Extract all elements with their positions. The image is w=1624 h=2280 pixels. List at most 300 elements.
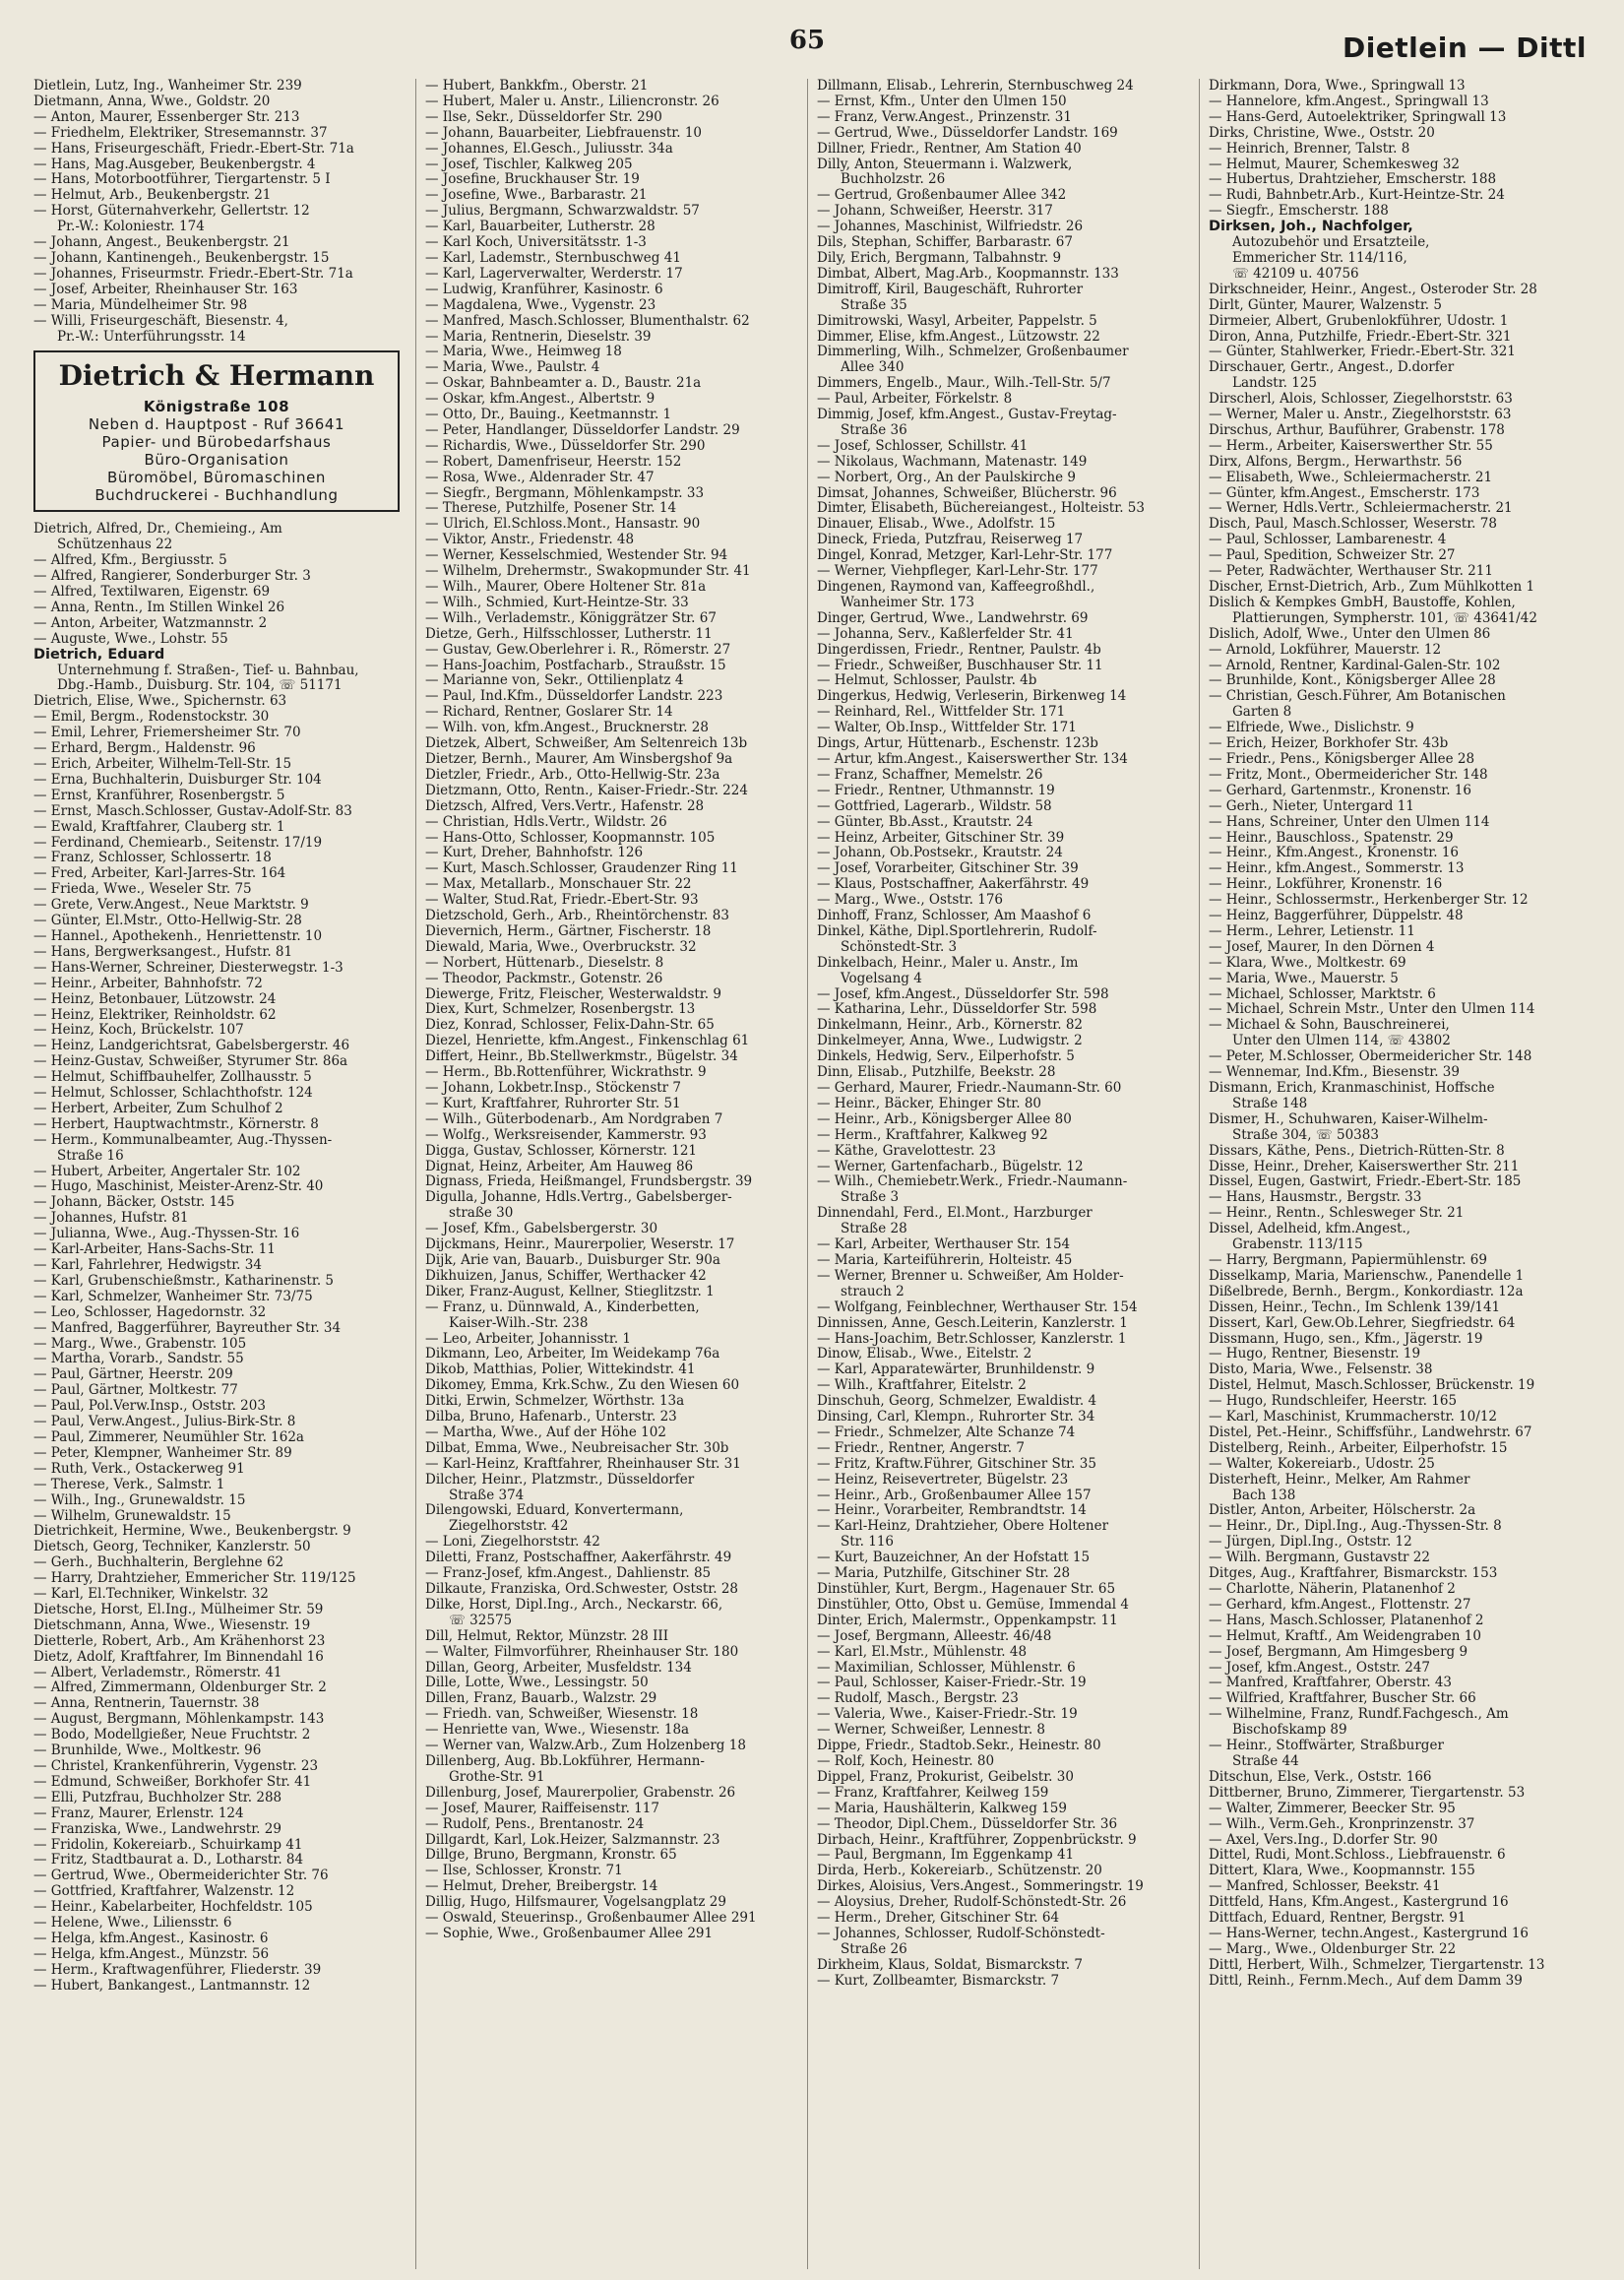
directory-entry: — Siegfr., Emscherstr. 188 [1209, 204, 1389, 220]
directory-entry: — Johannes, Friseurmstr. Friedr.-Ebert-Str. 71a [33, 266, 353, 282]
directory-entry: Dittel, Rudi, Mont.Schloss., Liebfrauenstr. 6 [1209, 1848, 1506, 1864]
directory-entry: — Josef, Bergmann, Am Himgesberg 9 [1209, 1644, 1468, 1660]
directory-entry: — Hugo, Rundschleifer, Heerstr. 165 [1209, 1394, 1458, 1410]
directory-entry: — Hans-Werner, techn.Angest., Kastergrund 16 [1209, 1926, 1529, 1941]
directory-entry: Dingerdissen, Friedr., Rentner, Paulstr. 4b [817, 642, 1101, 658]
directory-entry: — Therese, Putzhilfe, Posener Str. 14 [425, 501, 677, 517]
directory-entry: — Gerh., Nieter, Untergard 11 [1209, 798, 1414, 814]
directory-entry: — Heinr., Arbeiter, Bahnhofstr. 72 [33, 976, 263, 991]
directory-entry: — Hans, Masch.Schlosser, Platanenhof 2 [1209, 1613, 1484, 1628]
directory-entry: — Helmut, Schiffbauhelfer, Zollhausstr. 5 [33, 1070, 312, 1086]
directory-entry: — Wilh., Kraftfahrer, Eitelstr. 2 [817, 1378, 1027, 1394]
directory-entry: Dinstühler, Otto, Obst u. Gemüse, Immendal 4 [817, 1597, 1129, 1613]
directory-entry: — Karl-Heinz, Kraftfahrer, Rheinhauser Str. 31 [425, 1456, 741, 1472]
directory-entry: — Erich, Arbeiter, Wilhelm-Tell-Str. 15 [33, 757, 292, 772]
directory-entry: Dißelbrede, Bernh., Bergm., Konkordiastr. 12a [1209, 1284, 1524, 1299]
directory-entry: — Wilhelm, Grunewaldstr. 15 [33, 1508, 231, 1524]
directory-entry: Dirbach, Heinr., Kraftführer, Zoppenbrückstr. 9 [817, 1832, 1137, 1848]
directory-entry: Dirmeier, Albert, Grubenlokführer, Udostr. 1 [1209, 313, 1509, 329]
directory-entry: Dikob, Matthias, Polier, Wittekindstr. 41 [425, 1362, 696, 1378]
directory-entry: Bischofskamp 89 [1232, 1723, 1347, 1739]
directory-entry: Dirkschneider, Heinr., Angest., Osteroder Str. 28 [1209, 282, 1537, 297]
directory-entry: Dirks, Christine, Wwe., Oststr. 20 [1209, 125, 1435, 141]
directory-entry: Pr.-W.: Unterführungsstr. 14 [57, 329, 246, 345]
directory-entry: Dismann, Erich, Kranmaschinist, Hoffsche [1209, 1081, 1495, 1096]
directory-entry: — Rolf, Koch, Heinestr. 80 [817, 1753, 995, 1769]
directory-entry: — Marg., Wwe., Oldenburger Str. 22 [1209, 1941, 1457, 1957]
directory-entry: — Kurt, Zollbeamter, Bismarckstr. 7 [817, 1973, 1060, 1989]
directory-entry: — Paul, Pol.Verw.Insp., Oststr. 203 [33, 1399, 266, 1415]
directory-entry: — Herbert, Arbeiter, Zum Schulhof 2 [33, 1101, 283, 1116]
directory-columns [33, 79, 1591, 2269]
directory-entry: Emmericher Str. 114/116, [1232, 250, 1407, 266]
directory-entry: — Josef, Schlosser, Schillstr. 41 [817, 438, 1029, 454]
directory-entry: Schönstedt-Str. 3 [841, 939, 958, 955]
advertisement-dietrich-hermann [33, 350, 400, 512]
directory-entry: — Helmut, Kraftf., Am Weidengraben 10 [1209, 1628, 1481, 1644]
directory-entry: Dinkelmann, Heinr., Arb., Körnerstr. 82 [817, 1018, 1084, 1034]
directory-entry: Str. 116 [841, 1535, 894, 1551]
directory-entry: Diewald, Maria, Wwe., Overbruckstr. 32 [425, 939, 697, 955]
directory-entry: — Theodor, Dipl.Chem., Düsseldorfer Str. 36 [817, 1816, 1118, 1832]
ad-phone: Neben d. Hauptpost - Ruf 36641 [88, 415, 345, 434]
directory-entry: Grabenstr. 113/115 [1232, 1237, 1363, 1253]
directory-entry: — Jürgen, Dipl.Ing., Oststr. 12 [1209, 1535, 1412, 1551]
directory-entry: — Karl, Fahrlehrer, Hedwigstr. 34 [33, 1258, 262, 1273]
directory-entry: — Anton, Arbeiter, Watzmannstr. 2 [33, 615, 268, 631]
directory-entry: Dignat, Heinz, Arbeiter, Am Hauweg 86 [425, 1159, 694, 1174]
directory-entry: — Gertrud, Wwe., Düsseldorfer Landstr. 169 [817, 125, 1118, 141]
directory-entry: — Peter, Klempner, Wanheimer Str. 89 [33, 1445, 292, 1461]
directory-entry: — Loni, Ziegelhorststr. 42 [425, 1535, 600, 1551]
directory-entry: — Franz, Verw.Angest., Prinzenstr. 31 [817, 109, 1072, 125]
directory-entry: — Wennemar, Ind.Kfm., Biesenstr. 39 [1209, 1065, 1460, 1081]
directory-entry: Dilcher, Heinr., Platzmstr., Düsseldorfer [425, 1472, 695, 1488]
directory-entry: Dinnendahl, Ferd., El.Mont., Harzburger [817, 1206, 1093, 1222]
directory-entry: — Ilse, Schlosser, Kronstr. 71 [425, 1864, 623, 1879]
directory-entry: Dimmig, Josef, kfm.Angest., Gustav-Freytag- [817, 408, 1117, 423]
directory-entry: — Hans-Joachim, Postfacharb., Straußstr. 15 [425, 658, 726, 673]
directory-entry: Dinschuh, Georg, Schmelzer, Ewaldistr. 4 [817, 1394, 1097, 1410]
directory-entry: — Helmut, Schlosser, Schlachthofstr. 124 [33, 1086, 313, 1102]
directory-entry: Dirkes, Aloisius, Vers.Angest., Sommeringstr. 19 [817, 1879, 1144, 1895]
directory-entry: Dittberner, Bruno, Zimmerer, Tiergartenstr. 53 [1209, 1785, 1526, 1801]
directory-entry: Dievernich, Herm., Gärtner, Fischerstr. 18 [425, 923, 712, 939]
directory-entry: — Heinz, Landgerichtsrat, Gabelsbergerstr. 46 [33, 1039, 350, 1054]
directory-entry: — Johann, Schweißer, Heerstr. 317 [817, 204, 1053, 220]
directory-entry: — Hans-Gerd, Autoelektriker, Springwall 13 [1209, 109, 1507, 125]
directory-entry: Dimmers, Engelb., Maur., Wilh.-Tell-Str. 5/7 [817, 376, 1111, 392]
directory-entry: — Oskar, kfm.Angest., Albertstr. 9 [425, 392, 656, 408]
directory-entry: — Friedhelm, Elektriker, Stresemannstr. 37 [33, 125, 328, 141]
directory-entry: — Paul, Spedition, Schweizer Str. 27 [1209, 548, 1456, 564]
running-head: Dietlein — Dittl [1342, 32, 1587, 64]
directory-entry: Diez, Konrad, Schlosser, Felix-Dahn-Str. 65 [425, 1018, 715, 1034]
directory-entry: — Oswald, Steuerinsp., Großenbaumer Allee 291 [425, 1911, 757, 1927]
directory-entry: Dinkel, Käthe, Dipl.Sportlehrerin, Rudolf- [817, 923, 1097, 939]
directory-entry: — Wilhelmine, Franz, Rundf.Fachgesch., Am [1209, 1707, 1509, 1723]
directory-entry: Pr.-W.: Koloniestr. 174 [57, 220, 205, 235]
directory-entry: — Maria, Karteiführerin, Holteistr. 45 [817, 1252, 1073, 1268]
directory-entry: — Herm., Kraftwagenführer, Fliederstr. 39 [33, 1962, 322, 1978]
directory-entry: — Hans, Bergwerksangest., Hufstr. 81 [33, 944, 293, 960]
directory-entry: — Heinz-Gustav, Schweißer, Styrumer Str. 86a [33, 1054, 348, 1070]
directory-entry: — Marg., Wwe., Oststr. 176 [817, 893, 1004, 909]
directory-entry: — Marianne von, Sekr., Ottilienplatz 4 [425, 673, 684, 689]
directory-entry: Dillen, Franz, Bauarb., Walzstr. 29 [425, 1691, 657, 1707]
directory-entry: Dikhuizen, Janus, Schiffer, Werthacker 42 [425, 1268, 707, 1284]
directory-entry: — Kurt, Bauzeichner, An der Hofstatt 15 [817, 1551, 1091, 1566]
directory-entry: Dinkelmeyer, Anna, Wwe., Ludwigstr. 2 [817, 1034, 1083, 1049]
directory-entry: Dimitrowski, Wasyl, Arbeiter, Pappelstr. 5 [817, 313, 1097, 329]
directory-entry: — Gottfried, Kraftfahrer, Walzenstr. 12 [33, 1884, 295, 1900]
directory-entry: Garten 8 [1232, 705, 1292, 721]
directory-entry: Bach 138 [1232, 1488, 1296, 1503]
directory-entry: Allee 340 [841, 360, 905, 376]
directory-entry: — Helmut, Schlosser, Paulstr. 4b [817, 673, 1037, 689]
directory-entry: — Manfred, Kraftfahrer, Oberstr. 43 [1209, 1676, 1453, 1691]
directory-entry: Distelberg, Reinh., Arbeiter, Eilperhofstr. 15 [1209, 1440, 1508, 1456]
directory-entry: — Grete, Verw.Angest., Neue Marktstr. 9 [33, 898, 309, 914]
directory-entry: — Leo, Arbeiter, Johannisstr. 1 [425, 1331, 631, 1347]
directory-entry: Diezel, Henriette, kfm.Angest., Finkenschlag 61 [425, 1034, 750, 1049]
directory-entry: — Hugo, Maschinist, Meister-Arenz-Str. 40 [33, 1179, 324, 1195]
directory-entry: — Brunhilde, Wwe., Moltkestr. 96 [33, 1743, 262, 1759]
directory-entry: — Hannelore, kfm.Angest., Springwall 13 [1209, 94, 1489, 109]
directory-entry: Autozubehör und Ersatzteile, [1232, 235, 1430, 251]
column-1-entries-bottom [33, 522, 406, 1994]
directory-entry: Dinauer, Elisab., Wwe., Adolfstr. 15 [817, 517, 1056, 533]
directory-entry: — Maria, Wwe., Paulstr. 4 [425, 360, 600, 376]
directory-entry: — Hans, Schreiner, Unter den Ulmen 114 [1209, 814, 1490, 830]
directory-entry: Unternehmung f. Straßen-, Tief- u. Bahnbau, [57, 663, 359, 678]
directory-entry: Dils, Stephan, Schiffer, Barbarastr. 67 [817, 235, 1073, 251]
ad-line: Büro-Organisation [144, 451, 289, 470]
directory-entry: — Gerh., Buchhalterin, Berglehne 62 [33, 1555, 284, 1571]
directory-entry: — Heinr., Kabelarbeiter, Hochfeldstr. 105 [33, 1900, 313, 1916]
directory-entry: — Josef, Vorarbeiter, Gitschiner Str. 39 [817, 861, 1079, 877]
directory-entry: Straße 374 [449, 1488, 525, 1503]
directory-entry: strauch 2 [841, 1284, 905, 1299]
directory-entry: Dimitroff, Kiril, Baugeschäft, Ruhrorter [817, 282, 1084, 297]
directory-entry: — Peter, M.Schlosser, Obermeidericher Str. 148 [1209, 1049, 1532, 1065]
directory-entry: — Manfred, Baggerführer, Bayreuther Str. 34 [33, 1320, 342, 1336]
directory-entry: — Julius, Bergmann, Schwarzwaldstr. 57 [425, 204, 700, 220]
directory-entry: Dietsch, Georg, Techniker, Kanzlerstr. 50 [33, 1540, 311, 1555]
directory-entry: — Johann, Kantinengeh., Beukenbergstr. 15 [33, 250, 330, 266]
directory-entry: — Ilse, Sekr., Düsseldorfer Str. 290 [425, 109, 662, 125]
directory-entry: Dinkelbach, Heinr., Maler u. Anstr., Im [817, 955, 1079, 971]
directory-entry: — Leo, Schlosser, Hagedornstr. 32 [33, 1304, 267, 1320]
directory-entry: Dittl, Herbert, Wilh., Schmelzer, Tiergartenstr. 13 [1209, 1957, 1545, 1973]
directory-entry: — Josefine, Bruckhauser Str. 19 [425, 172, 640, 188]
directory-entry: Dimbat, Albert, Mag.Arb., Koopmannstr. 133 [817, 266, 1119, 282]
directory-entry: — Paul, Zimmerer, Neumühler Str. 162a [33, 1429, 304, 1445]
directory-entry: — Hans, Hausmstr., Bergstr. 33 [1209, 1190, 1422, 1206]
directory-entry: — Helga, kfm.Angest., Kasinostr. 6 [33, 1931, 269, 1946]
directory-entry: Dillenberg, Aug. Bb.Lokführer, Hermann- [425, 1753, 705, 1769]
directory-entry: Dittfach, Eduard, Rentner, Bergstr. 91 [1209, 1911, 1467, 1927]
directory-entry: — Maria, Rentnerin, Dieselstr. 39 [425, 329, 652, 345]
directory-entry: — Fritz, Mont., Obermeidericher Str. 148 [1209, 767, 1488, 783]
directory-entry: Plattierungen, Sympherstr. 101, ☏ 43641/42 [1232, 610, 1537, 626]
directory-entry: — Karl, Maschinist, Krummacherstr. 10/12 [1209, 1410, 1497, 1425]
directory-entry: — Günter, Bb.Asst., Krautstr. 24 [817, 814, 1033, 830]
directory-entry: — Fritz, Stadtbaurat a. D., Lotharstr. 84 [33, 1853, 304, 1868]
directory-entry: — Gerhard, Gartenmstr., Kronenstr. 16 [1209, 783, 1471, 798]
directory-entry: Dikomey, Emma, Krk.Schw., Zu den Wiesen 60 [425, 1378, 740, 1394]
directory-entry: Dietrich, Elise, Wwe., Spichernstr. 63 [33, 694, 287, 710]
directory-entry: — Günter, Stahlwerker, Friedr.-Ebert-Str. 321 [1209, 345, 1516, 360]
directory-entry: Digga, Gustav, Schlosser, Körnerstr. 121 [425, 1143, 698, 1159]
directory-entry: — Karl, El.Mstr., Mühlenstr. 48 [817, 1644, 1028, 1660]
directory-entry: — Johannes, Schlosser, Rudolf-Schönstedt- [817, 1926, 1105, 1941]
directory-entry: — Werner, Hdls.Vertr., Schleiermacherstr. 21 [1209, 501, 1513, 517]
directory-entry: — Käthe, Gravelottestr. 23 [817, 1143, 996, 1159]
directory-entry: — Rudolf, Pens., Brentanostr. 24 [425, 1816, 645, 1832]
directory-entry: Dinow, Elisab., Wwe., Eitelstr. 2 [817, 1347, 1032, 1362]
directory-entry: — Elfriede, Wwe., Dislichstr. 9 [1209, 721, 1414, 736]
directory-entry: — Fritz, Kraftw.Führer, Gitschiner Str. 35 [817, 1456, 1096, 1472]
directory-entry: Dietz, Adolf, Kraftfahrer, Im Binnendahl 16 [33, 1649, 324, 1665]
directory-entry: Grothe-Str. 91 [449, 1769, 545, 1785]
directory-entry: — Henriette van, Wwe., Wiesenstr. 18a [425, 1723, 690, 1739]
directory-entry: — Karl, Arbeiter, Werthauser Str. 154 [817, 1237, 1071, 1253]
directory-entry: — Paul, Bergmann, Im Eggenkamp 41 [817, 1848, 1075, 1864]
directory-entry: — Johanna, Serv., Kaßlerfelder Str. 41 [817, 626, 1074, 642]
directory-entry: — Robert, Damenfriseur, Heerstr. 152 [425, 454, 682, 470]
directory-entry: — Michael & Sohn, Bauschreinerei, [1209, 1018, 1450, 1034]
directory-entry: — Albert, Verlademstr., Römerstr. 41 [33, 1665, 282, 1680]
directory-entry: — Werner, Kesselschmied, Westender Str. 94 [425, 548, 728, 564]
directory-entry: Dietzmann, Otto, Rentn., Kaiser-Friedr.-Str. 224 [425, 783, 748, 798]
directory-entry: — Josef, kfm.Angest., Oststr. 247 [1209, 1660, 1431, 1676]
directory-entry: Dissars, Käthe, Pens., Dietrich-Rütten-Str. 8 [1209, 1143, 1505, 1159]
directory-entry: — Gottfried, Lagerarb., Wildstr. 58 [817, 798, 1052, 814]
directory-entry: — Werner, Viehpfleger, Karl-Lehr-Str. 177 [817, 564, 1098, 580]
directory-entry: Dineck, Frieda, Putzfrau, Reiserweg 17 [817, 533, 1084, 548]
directory-entry: — Frieda, Wwe., Weseler Str. 75 [33, 882, 252, 898]
directory-entry: — Otto, Dr., Bauing., Keetmannstr. 1 [425, 408, 672, 423]
directory-entry: — Charlotte, Näherin, Platanenhof 2 [1209, 1582, 1456, 1597]
directory-entry: — Helga, kfm.Angest., Münzstr. 56 [33, 1946, 270, 1962]
directory-entry: — Kurt, Kraftfahrer, Ruhrorter Str. 51 [425, 1096, 681, 1111]
directory-entry: Dill, Helmut, Rektor, Münzstr. 28 III [425, 1628, 669, 1644]
directory-entry: — Josefine, Wwe., Barbarastr. 21 [425, 188, 648, 204]
directory-entry: — Hans, Motorbootführer, Tiergartenstr. 5 I [33, 172, 331, 188]
directory-entry: — August, Bergmann, Möhlenkampstr. 143 [33, 1712, 325, 1728]
directory-entry: — Nikolaus, Wachmann, Matenastr. 149 [817, 454, 1088, 470]
directory-entry: — Kurt, Dreher, Bahnhofstr. 126 [425, 846, 644, 861]
directory-entry: — Josef, Arbeiter, Rheinhauser Str. 163 [33, 282, 298, 297]
directory-entry: Dillan, Georg, Arbeiter, Musfeldstr. 134 [425, 1660, 692, 1676]
directory-entry: — Hans-Joachim, Betr.Schlosser, Kanzlerstr. 1 [817, 1331, 1127, 1347]
directory-entry: — Wilh., Güterbodenarb., Am Nordgraben 7 [425, 1111, 723, 1127]
directory-entry: — Wilhelm, Drehermstr., Swakopmunder Str. 41 [425, 564, 751, 580]
directory-entry: Dinger, Gertrud, Wwe., Landwehrstr. 69 [817, 610, 1089, 626]
directory-entry: — Gertrud, Wwe., Obermeiderichter Str. 76 [33, 1868, 329, 1884]
directory-entry: — Heinr., Bäcker, Ehinger Str. 80 [817, 1096, 1042, 1111]
directory-entry: Distler, Anton, Arbeiter, Hölscherstr. 2a [1209, 1503, 1476, 1519]
directory-entry: — Heinr., Rentn., Schlesweger Str. 21 [1209, 1206, 1465, 1222]
directory-entry: — Marg., Wwe., Grabenstr. 105 [33, 1336, 247, 1352]
directory-entry: — Norbert, Hüttenarb., Dieselstr. 8 [425, 955, 664, 971]
directory-entry: — Helmut, Maurer, Schemkesweg 32 [1209, 157, 1460, 172]
directory-entry: — Hubert, Bankkfm., Oberstr. 21 [425, 79, 649, 94]
directory-entry: Straße 44 [1232, 1753, 1299, 1769]
directory-entry: — Anton, Maurer, Essenberger Str. 213 [33, 109, 300, 125]
directory-entry: — Heinr., kfm.Angest., Sommerstr. 13 [1209, 861, 1465, 877]
directory-entry: Dinter, Erich, Malermstr., Oppenkampstr. 11 [817, 1613, 1118, 1628]
directory-entry: Dignass, Frieda, Heißmangel, Frundsbergstr. 39 [425, 1174, 753, 1190]
directory-entry: — Kurt, Masch.Schlosser, Graudenzer Ring 11 [425, 861, 738, 877]
directory-entry: — Alfred, Textilwaren, Eigenstr. 69 [33, 585, 271, 601]
directory-entry: — Maximilian, Schlosser, Mühlenstr. 6 [817, 1660, 1076, 1676]
directory-entry: — Emil, Bergm., Rodenstockstr. 30 [33, 710, 270, 726]
directory-entry: — Helene, Wwe., Liliensstr. 6 [33, 1916, 232, 1932]
column-3-entries [817, 79, 1189, 1990]
directory-entry: Straße 26 [841, 1941, 907, 1957]
directory-entry: Dilkaute, Franziska, Ord.Schwester, Oststr. 28 [425, 1582, 739, 1597]
directory-entry: — Klaus, Postschaffner, Aakerfährstr. 49 [817, 877, 1090, 893]
directory-entry: Dinsing, Carl, Klempn., Ruhrorter Str. 34 [817, 1410, 1095, 1425]
directory-entry: Dinnissen, Änne, Gesch.Leiterin, Kanzlerstr. 1 [817, 1315, 1128, 1331]
directory-entry: — Maria, Haushälterin, Kalkweg 159 [817, 1801, 1067, 1816]
directory-entry: — Paul, Gärtner, Moltkestr. 77 [33, 1383, 238, 1399]
directory-entry: Dijckmans, Heinr., Maurerpolier, Weserstr. 17 [425, 1237, 735, 1253]
directory-entry: — Ulrich, El.Schloss.Mont., Hansastr. 90 [425, 517, 701, 533]
directory-entry: — Friedr., Rentner, Angerstr. 7 [817, 1440, 1025, 1456]
directory-entry: Disch, Paul, Masch.Schlosser, Weserstr. 78 [1209, 517, 1497, 533]
directory-entry: — Karl, Lademstr., Sternbuschweg 41 [425, 250, 681, 266]
directory-entry: — Emil, Lehrer, Friemersheimer Str. 70 [33, 726, 301, 741]
directory-entry: — Karl, Grubenschießmstr., Katharinenstr. 5 [33, 1273, 334, 1289]
directory-entry: Disse, Heinr., Dreher, Kaiserswerther Str. 211 [1209, 1159, 1520, 1174]
directory-entry: — Martha, Wwe., Auf der Höhe 102 [425, 1425, 666, 1440]
directory-entry: — Werner, Maler u. Anstr., Ziegelhorststr. 63 [1209, 408, 1512, 423]
directory-entry: — Ruth, Verk., Ostackerweg 91 [33, 1461, 245, 1477]
directory-entry: Dirkmann, Dora, Wwe., Springwall 13 [1209, 79, 1466, 94]
directory-entry: — Christian, Hdls.Vertr., Wildstr. 26 [425, 814, 667, 830]
directory-entry: — Artur, kfm.Angest., Kaiserswerther Str. 134 [817, 751, 1128, 767]
directory-entry: Dinkels, Hedwig, Serv., Eilperhofstr. 5 [817, 1049, 1075, 1065]
directory-entry: Dirkheim, Klaus, Soldat, Bismarckstr. 7 [817, 1957, 1083, 1973]
directory-entry: — Hubert, Arbeiter, Angertaler Str. 102 [33, 1164, 301, 1179]
directory-entry: Dingel, Konrad, Metzger, Karl-Lehr-Str. 177 [817, 548, 1113, 564]
column-divider [807, 79, 808, 2269]
directory-entry: — Franz, Schlosser, Schlossertr. 18 [33, 851, 272, 866]
directory-entry: Diker, Franz-August, Kellner, Stieglitzstr. 1 [425, 1284, 715, 1299]
directory-entry: Dippe, Friedr., Stadtob.Sekr., Heinestr. 80 [817, 1739, 1101, 1754]
directory-entry: — Josef, Maurer, In den Dörnen 4 [1209, 939, 1435, 955]
directory-entry: Dillner, Friedr., Rentner, Am Station 40 [817, 141, 1082, 157]
directory-entry: — Johann, Angest., Beukenbergstr. 21 [33, 235, 290, 251]
directory-entry: — Karl, Bauarbeiter, Lutherstr. 28 [425, 220, 656, 235]
directory-entry: Dimmerling, Wilh., Schmelzer, Großenbaumer [817, 345, 1129, 360]
directory-entry: — Auguste, Wwe., Lohstr. 55 [33, 631, 228, 647]
directory-entry: — Gerhard, kfm.Angest., Flottenstr. 27 [1209, 1597, 1471, 1613]
directory-entry: — Maria, Putzhilfe, Gitschiner Str. 28 [817, 1566, 1071, 1582]
directory-entry: — Erich, Heizer, Borkhofer Str. 43b [1209, 736, 1449, 752]
directory-entry: — Brunhilde, Kont., Königsberger Allee 28 [1209, 673, 1496, 689]
directory-entry: Dilba, Bruno, Hafenarb., Unterstr. 23 [425, 1410, 677, 1425]
directory-entry: Dislich, Adolf, Wwe., Unter den Ulmen 86 [1209, 626, 1491, 642]
directory-entry: — Werner, Gartenfacharb., Bügelstr. 12 [817, 1159, 1084, 1174]
directory-entry: — Herm., Lehrer, Letienstr. 11 [1209, 923, 1415, 939]
directory-entry: Straße 16 [57, 1148, 124, 1164]
column-4-entries [1209, 79, 1581, 1990]
directory-entry: — Anna, Rentnerin, Tauernstr. 38 [33, 1696, 260, 1712]
directory-entry: Dimsat, Johannes, Schweißer, Blücherstr. 96 [817, 485, 1117, 501]
directory-entry: Dillmann, Elisab., Lehrerin, Sternbuschweg 24 [817, 79, 1134, 94]
directory-entry: straße 30 [449, 1206, 514, 1222]
directory-entry: Dissen, Heinr., Techn., Im Schlenk 139/141 [1209, 1299, 1501, 1315]
directory-entry: Straße 28 [841, 1222, 907, 1237]
directory-entry: — Walter, Zimmerer, Beecker Str. 95 [1209, 1801, 1456, 1816]
directory-entry: Differt, Heinr., Bb.Stellwerkmstr., Bügelstr. 34 [425, 1049, 738, 1065]
directory-entry: — Josef, Bergmann, Alleestr. 46/48 [817, 1628, 1052, 1644]
directory-entry: — Wolfg., Werksreisender, Kammerstr. 93 [425, 1127, 707, 1143]
directory-entry: — Heinz, Koch, Brückelstr. 107 [33, 1023, 244, 1039]
directory-entry: — Katharina, Lehr., Düsseldorfer Str. 598 [817, 1002, 1097, 1018]
directory-entry: — Hugo, Rentner, Biesenstr. 19 [1209, 1347, 1421, 1362]
directory-entry: — Ernst, Kranführer, Rosenbergstr. 5 [33, 788, 285, 803]
directory-entry: — Johann, Bauarbeiter, Liebfrauenstr. 10 [425, 125, 703, 141]
directory-entry: Discher, Ernst-Dietrich, Arb., Zum Mühlkotten 1 [1209, 580, 1535, 595]
directory-entry: — Julianna, Wwe., Aug.-Thyssen-Str. 16 [33, 1227, 300, 1242]
directory-entry: — Walter, Filmvorführer, Rheinhauser Str. 180 [425, 1644, 739, 1660]
directory-entry: Dittfeld, Hans, Kfm.Angest., Kastergrund 16 [1209, 1895, 1509, 1911]
directory-entry: — Heinz, Reisevertreter, Bügelstr. 23 [817, 1472, 1069, 1488]
directory-entry: — Heinz, Baggerführer, Düppelstr. 48 [1209, 909, 1464, 924]
directory-entry: — Peter, Radwächter, Werthauser Str. 211 [1209, 564, 1493, 580]
directory-entry: — Rudolf, Masch., Bergstr. 23 [817, 1691, 1019, 1707]
directory-entry: — Aloysius, Dreher, Rudolf-Schönstedt-Str. 26 [817, 1895, 1127, 1911]
directory-entry: Diletti, Franz, Postschaffner, Aakerfährstr. 49 [425, 1551, 732, 1566]
directory-entry: Ditges, Aug., Kraftfahrer, Bismarckstr. 153 [1209, 1566, 1498, 1582]
directory-entry: Dingerkus, Hedwig, Verleserin, Birkenweg 14 [817, 689, 1127, 705]
directory-entry: — Edmund, Schweißer, Borkhofer Str. 41 [33, 1774, 312, 1790]
ad-line: Buchdruckerei - Buchhandlung [94, 486, 339, 505]
directory-entry: — Franz, Schaffner, Memelstr. 26 [817, 767, 1043, 783]
directory-entry: Dissert, Karl, Gew.Ob.Lehrer, Siegfriedstr. 64 [1209, 1315, 1516, 1331]
directory-entry: — Ferdinand, Chemiearb., Seitenstr. 17/19 [33, 835, 323, 851]
ad-title: Dietrich & Hermann [58, 359, 375, 393]
directory-entry: — Therese, Verk., Salmstr. 1 [33, 1477, 225, 1492]
directory-entry: — Willi, Friseurgeschäft, Biesenstr. 4, [33, 313, 288, 329]
directory-entry: Landstr. 125 [1232, 376, 1318, 392]
directory-entry: Digulla, Johanne, Hdls.Vertrg., Gabelsberger- [425, 1190, 732, 1206]
directory-entry: Wanheimer Str. 173 [841, 595, 974, 610]
directory-entry: — Friedr., Rentner, Uthmannstr. 19 [817, 783, 1055, 798]
directory-entry: — Rosa, Wwe., Aldenrader Str. 47 [425, 470, 655, 485]
directory-entry: Dinn, Elisab., Putzhilfe, Beekstr. 28 [817, 1065, 1056, 1081]
directory-entry: — Maria, Mündelheimer Str. 98 [33, 297, 248, 313]
directory-entry: Distel, Helmut, Masch.Schlosser, Brückenstr. 19 [1209, 1378, 1535, 1394]
directory-entry: Dietzler, Friedr., Arb., Otto-Hellwig-Str. 23a [425, 767, 720, 783]
directory-entry: Diron, Anna, Putzhilfe, Friedr.-Ebert-Str. 321 [1209, 329, 1512, 345]
directory-entry: — Richard, Rentner, Goslarer Str. 14 [425, 705, 673, 721]
directory-entry: — Hans, Friseurgeschäft, Friedr.-Ebert-Str. 71a [33, 141, 354, 157]
directory-entry: — Hubertus, Drahtzieher, Emscherstr. 188 [1209, 172, 1497, 188]
directory-entry: — Herbert, Hauptwachtmstr., Körnerstr. 8 [33, 1116, 319, 1132]
directory-entry: — Heinz, Betonbauer, Lützowstr. 24 [33, 991, 277, 1007]
directory-entry: — Herm., Bb.Rottenführer, Wickrathstr. 9 [425, 1065, 707, 1081]
directory-entry: Ditschun, Else, Verk., Oststr. 166 [1209, 1769, 1432, 1785]
directory-entry: — Herm., Kommunalbeamter, Aug.-Thyssen- [33, 1132, 333, 1148]
column-divider [415, 79, 416, 2269]
directory-entry: — Franz-Josef, kfm.Angest., Dahlienstr. 85 [425, 1566, 712, 1582]
